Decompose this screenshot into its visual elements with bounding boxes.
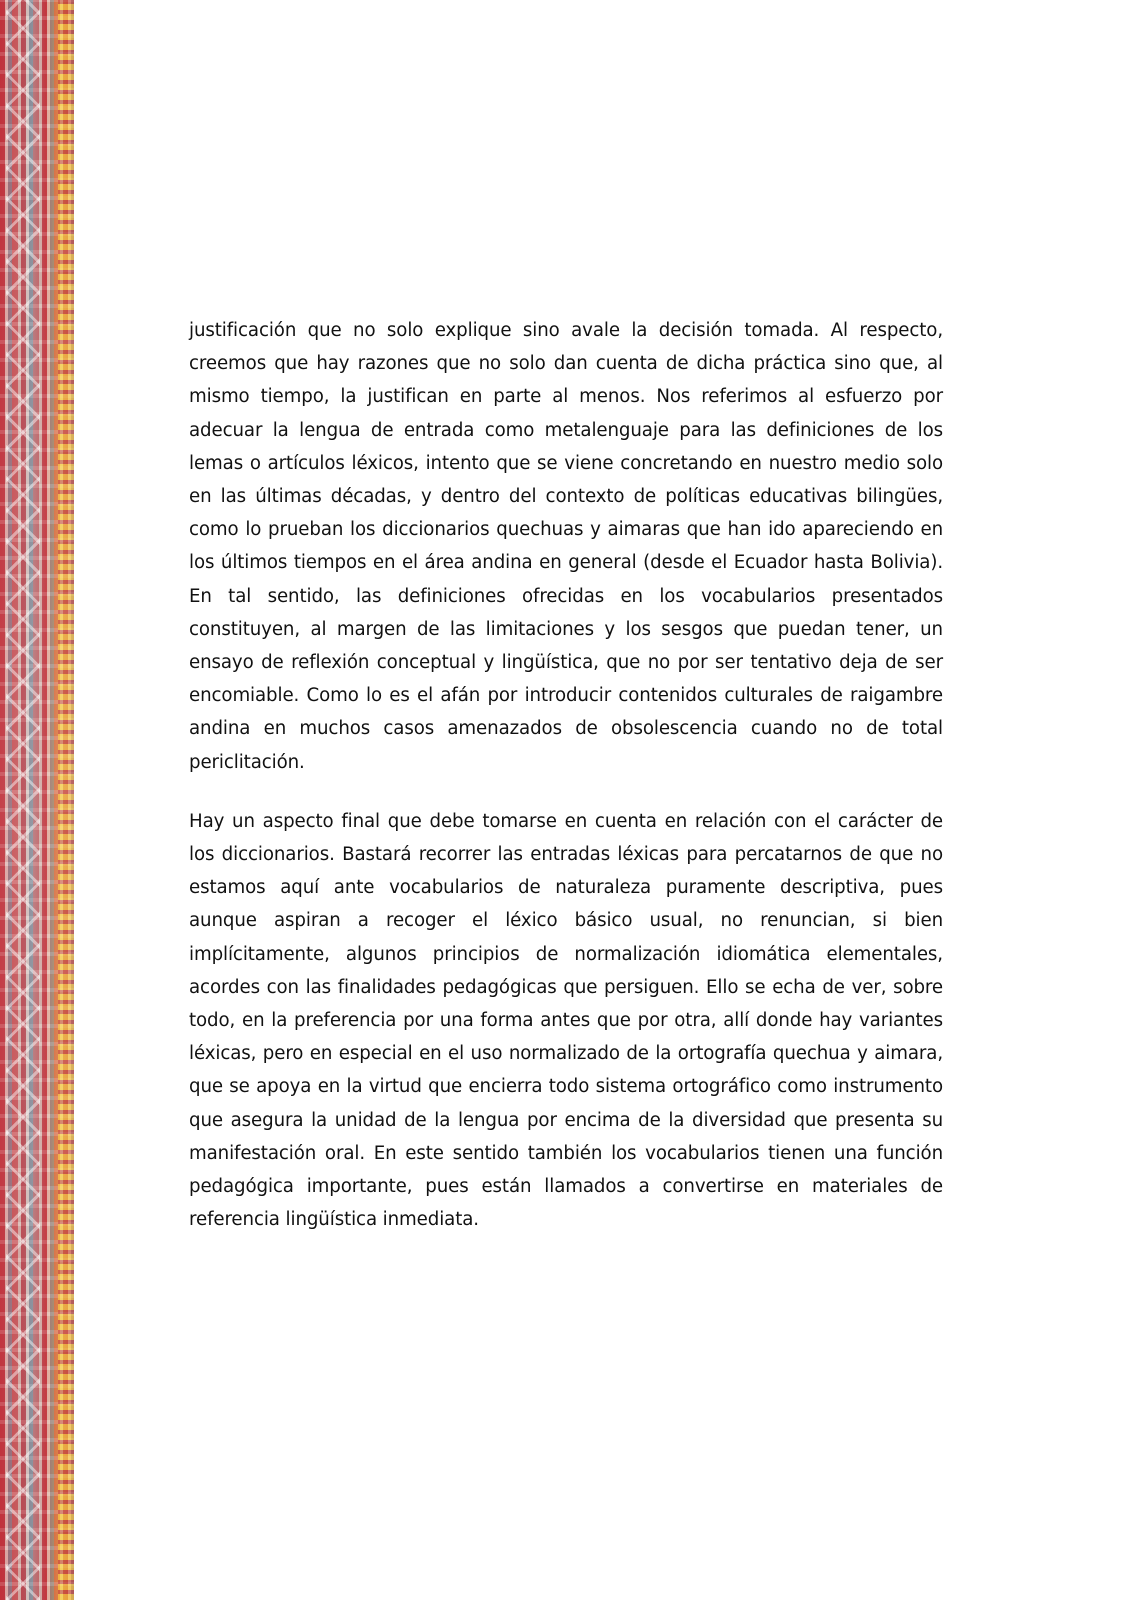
woven-textile-border: [0, 0, 74, 1600]
textile-shading: [0, 0, 74, 1600]
page-body: [189, 314, 943, 1262]
paragraph-1: justificación que no solo explique sino avale la decisión tomada. Al respecto, creemos que hay razones que no solo dan cuenta de dicha práctica sino que, al mismo tiempo, la justifican en parte al menos. Nos referimos al esfuerzo por adecuar la lengua de entrada como metalenguaje para las definiciones de los lemas o artículos léxicos, intento que se viene concretando en nuestro medio solo en las últimas décadas, y dentro del contexto de políticas educativas bilingües, como lo prueban los diccionarios quechuas y aimaras que han ido apareciendo en los últimos tiempos en el área andina en general (desde el Ecuador hasta Bolivia). En tal sentido, las definiciones ofrecidas en los vocabularios presentados constituyen, al margen de las limitaciones y los sesgos que puedan tener, un ensayo de reflexión conceptual y lingüística, que no por ser tentativo deja de ser encomiable. Como lo es el afán por introducir contenidos culturales de raigambre andina en muchos casos amenazados de obsolescencia cuando no de total periclitación.: [189, 320, 943, 773]
paragraph-2: Hay un aspecto final que debe tomarse en cuenta en relación con el carácter de los diccionarios. Bastará recorrer las entradas léxicas para percatarnos de que no estamos aquí ante vocabularios de naturaleza puramente descriptiva, pues aunque aspiran a recoger el léxico básico usual, no renuncian, si bien implícitamente, algunos principios de normalización idiomática elementales, acordes con las finalidades pedagógicas que persiguen. Ello se echa de ver, sobre todo, en la preferencia por una forma antes que por otra, allí donde hay variantes léxicas, pero en especial en el uso normalizado de la ortografía quechua y aimara, que se apoya en la virtud que encierra todo sistema ortográfico como instrumento que asegura la unidad de la lengua por encima de la diversidad que presenta su manifestación oral. En este sentido también los vocabularios tienen una función pedagógica importante, pues están llamados a convertirse en materiales de referencia lingüística inmediata.: [189, 810, 943, 1231]
